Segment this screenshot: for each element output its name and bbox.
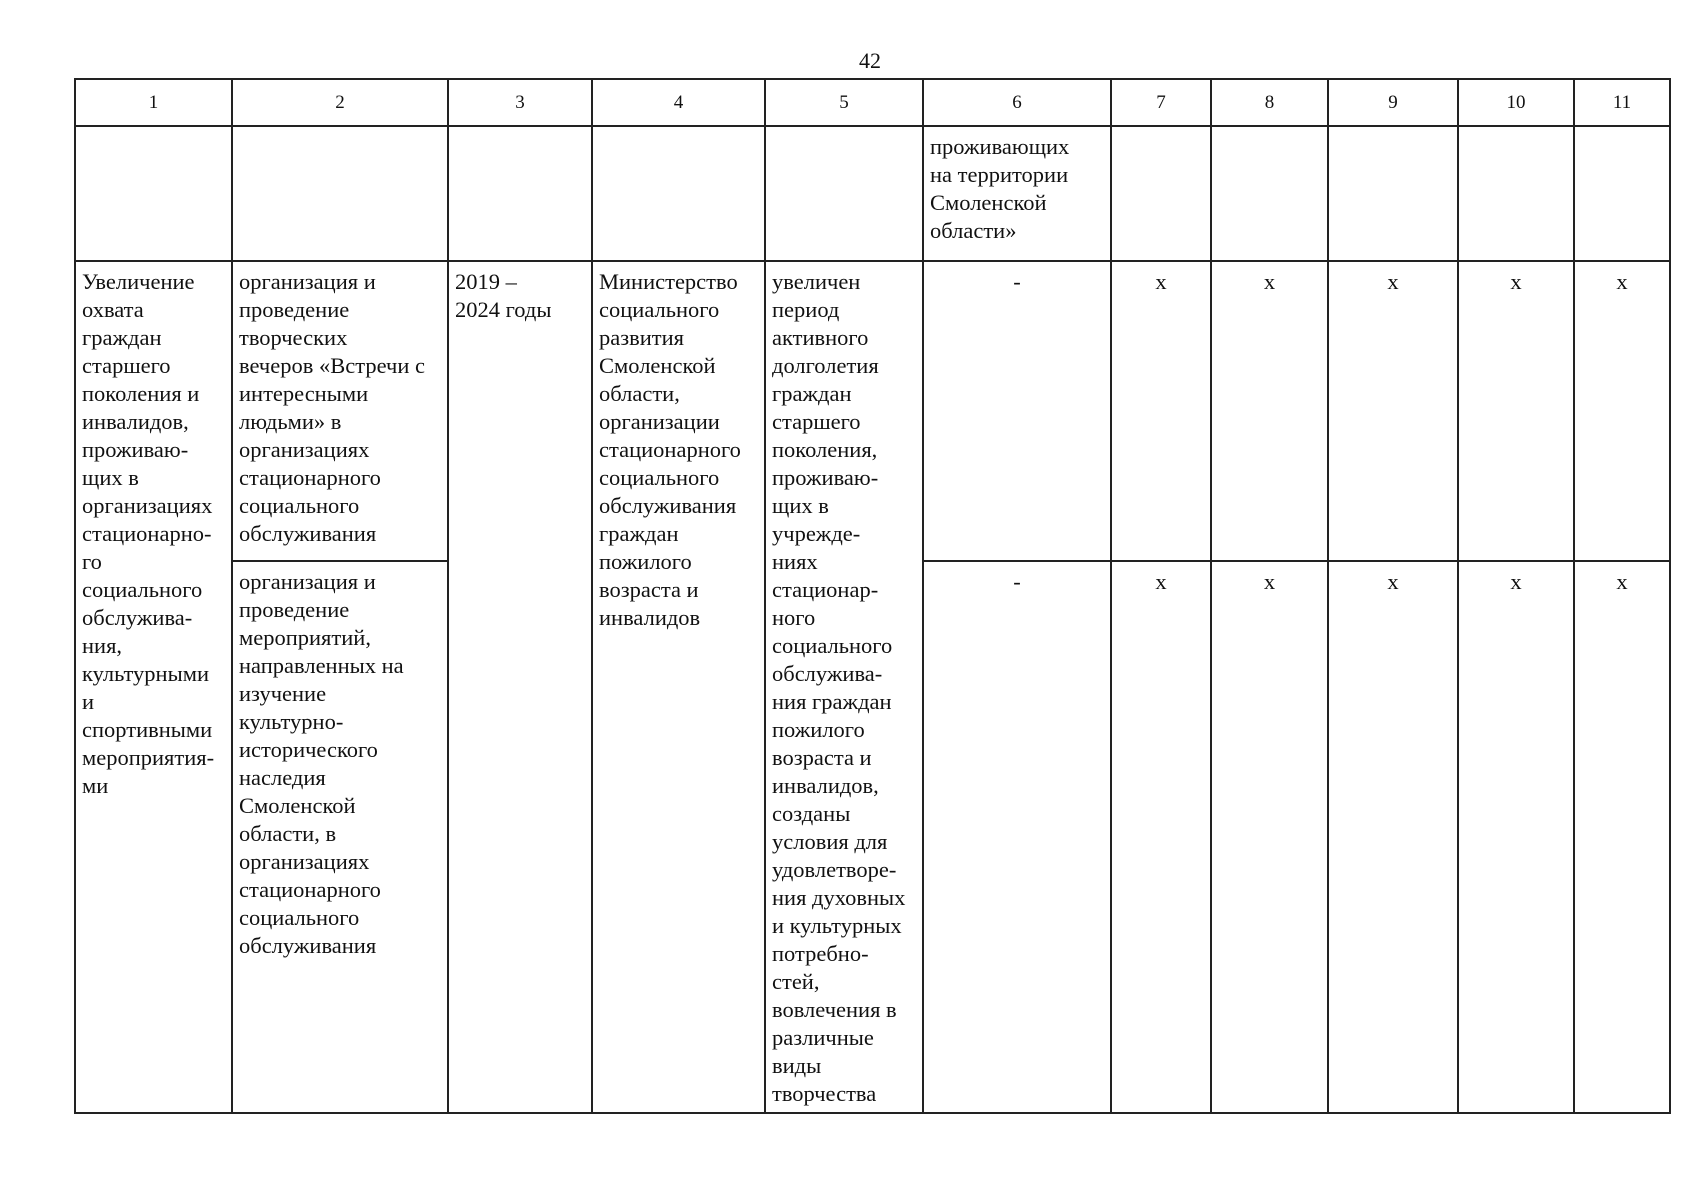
indicator-cell: - xyxy=(923,561,1111,1113)
value-cell: х xyxy=(1574,261,1670,561)
value-cell: х xyxy=(1328,561,1458,1113)
value-cell: х xyxy=(1111,261,1211,561)
empty-cell xyxy=(75,126,232,261)
period-cell: 2019 – 2024 годы xyxy=(448,261,592,1113)
value-cell: х xyxy=(1328,261,1458,561)
activity-cell: организация и проведение мероприятий, направленных на изучение культурно- исторического наследия Смоленской области, в организациях стационарного социального обслуживания xyxy=(232,561,448,1113)
activity-cell: организация и проведение творческих вечеров «Встречи с интересными людьми» в организациях стационарного социального обслуживания xyxy=(232,261,448,561)
result-cell: увеличен период активного долголетия граждан старшего поколения, проживаю- щих в учрежде- ниях стационар- ного социального обслужива- ния граждан пожилого возраста и инвалидов, созданы условия для удовлетворе- ния духовных и культурных потребно- стей, вовлечения в различные виды творчества xyxy=(765,261,923,1113)
executor-cell: Министерство социального развития Смоленской области, организации стационарного социального обслуживания граждан пожилого возраста и инвалидов xyxy=(592,261,765,1113)
empty-cell xyxy=(1328,126,1458,261)
value-cell: х xyxy=(1211,561,1328,1113)
column-number: 5 xyxy=(765,79,923,126)
column-number: 7 xyxy=(1111,79,1211,126)
column-number: 1 xyxy=(75,79,232,126)
empty-cell xyxy=(592,126,765,261)
column-number: 8 xyxy=(1211,79,1328,126)
value-cell: х xyxy=(1458,261,1574,561)
goal-cell: Увеличение охвата граждан старшего поколения и инвалидов, проживаю- щих в организациях стационарно- го социального обслужива- ния, культурными и спортивными мероприятия- ми xyxy=(75,261,232,1113)
column-number: 3 xyxy=(448,79,592,126)
empty-cell xyxy=(1574,126,1670,261)
continued-indicator-text: проживающих на территории Смоленской области» xyxy=(923,126,1111,261)
plan-table xyxy=(74,78,1671,1114)
empty-cell xyxy=(1458,126,1574,261)
column-number: 10 xyxy=(1458,79,1574,126)
value-cell: х xyxy=(1458,561,1574,1113)
column-number: 2 xyxy=(232,79,448,126)
column-number: 11 xyxy=(1574,79,1670,126)
value-cell: х xyxy=(1574,561,1670,1113)
page-number: 42 xyxy=(859,48,881,73)
value-cell: х xyxy=(1211,261,1328,561)
empty-cell xyxy=(765,126,923,261)
table-row xyxy=(75,261,1670,561)
value-cell: х xyxy=(1111,561,1211,1113)
column-number: 4 xyxy=(592,79,765,126)
empty-cell xyxy=(232,126,448,261)
empty-cell xyxy=(1111,126,1211,261)
column-number: 6 xyxy=(923,79,1111,126)
continuation-row xyxy=(75,126,1670,261)
indicator-cell: - xyxy=(923,261,1111,561)
column-number-row xyxy=(75,79,1670,126)
empty-cell xyxy=(448,126,592,261)
column-number: 9 xyxy=(1328,79,1458,126)
empty-cell xyxy=(1211,126,1328,261)
